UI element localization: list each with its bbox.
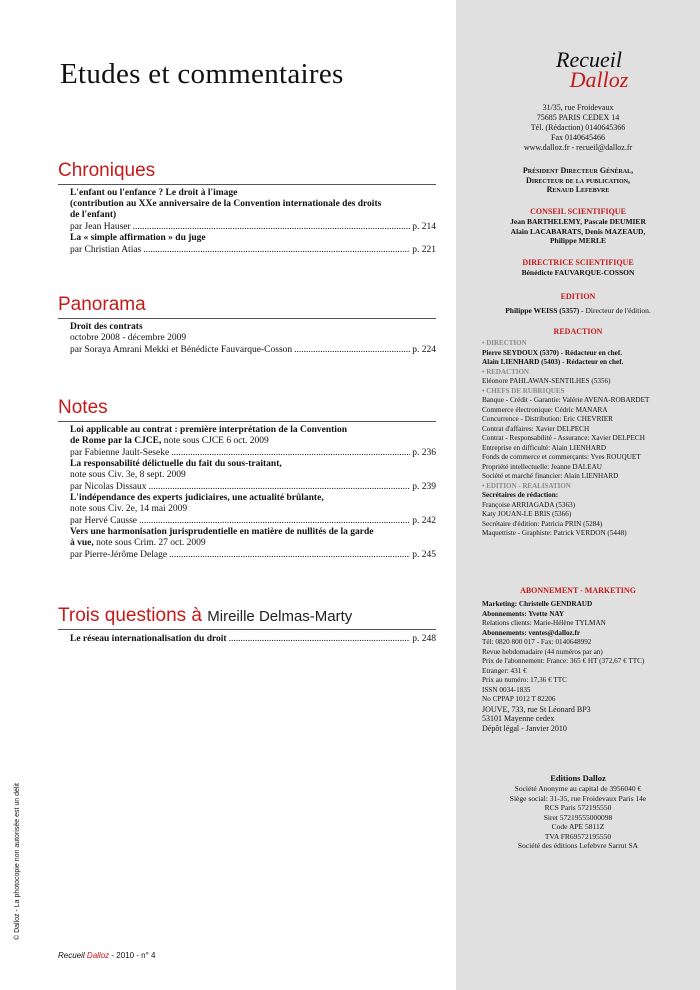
recueil-dalloz-logo — [524, 47, 654, 92]
section-trois-questions — [58, 603, 436, 645]
section-heading: Chroniques — [58, 160, 156, 181]
section-heading: Notes — [58, 397, 108, 418]
entry-author: par Soraya Amrani Mekki et Bénédicte Fauvarque-Cosson — [70, 345, 293, 355]
president-block — [462, 166, 694, 195]
entry-author: par Fabienne Jault-Seseke — [70, 448, 170, 458]
entry-title: Vers une harmonisation jurisprudentielle en matière de nullités de la garde — [70, 527, 374, 537]
entry-page: p. 236 — [412, 448, 436, 458]
dot-leader — [133, 221, 411, 233]
entry-title: de Rome par la CJCE, — [70, 436, 162, 446]
sidebar-line: Secrétaires de rédaction: — [482, 491, 559, 499]
entry-author: par Hervé Causse — [70, 516, 138, 526]
editions-dalloz-block — [462, 772, 694, 851]
abonnement-block — [482, 600, 694, 733]
edition-block — [462, 292, 694, 316]
page-title: Etudes et commentaires — [60, 58, 344, 90]
sidebar-line[interactable]: Abonnements: ventes@dalloz.fr — [482, 628, 581, 637]
section-notes — [58, 395, 436, 561]
sidebar-line: Revue hebdomadaire (44 numéros par an) — [482, 647, 603, 656]
dot-leader — [143, 244, 410, 256]
conseil-scientifique — [462, 207, 694, 246]
sidebar-heading: DIRECTRICE SCIENTIFIQUE — [522, 258, 634, 267]
sidebar-line: JOUVE, 733, rue St Léonard BP3 — [482, 704, 591, 714]
president-title: Président Directeur Général, — [522, 166, 634, 175]
sidebar-line: Jean BARTHELEMY, Pascale DEUMIER — [510, 217, 646, 226]
toc-entry-hauser[interactable] — [70, 221, 436, 233]
redaction-block — [482, 339, 694, 539]
section-heading: Panorama — [58, 294, 146, 315]
redaction-heading-block — [462, 327, 694, 337]
sidebar-line: Contrat d'affaires: Xavier DELPECH — [482, 424, 590, 433]
copyright-text: © Dalloz - La photocopie non autorisée est un délit — [14, 783, 21, 940]
sidebar-line: Prix de l'abonnement: France: 365 € HT (372,67 € TTC) — [482, 657, 645, 665]
sidebar-subheading: • EDITION - REALISATION — [482, 481, 571, 490]
sidebar-line: Dépôt légal - Janvier 2010 — [482, 723, 567, 733]
dot-leader — [139, 515, 410, 527]
sidebar-line: Marketing: Christelle GENDRAUD — [482, 600, 593, 608]
toc-entry-atias[interactable] — [70, 244, 436, 256]
sidebar-line: Concurrence - Distribution: Eric CHEVRIER — [482, 415, 613, 423]
sidebar-line: Secrétaire d'édition: Patricia PRIN (5284) — [482, 519, 603, 528]
entry-note: note sous CJCE 6 oct. 2009 — [161, 436, 269, 446]
sidebar-line: Bénédicte FAUVARQUE-COSSON — [521, 268, 635, 277]
entry-note: note sous Crim. 27 oct. 2009 — [93, 538, 206, 548]
logo-dalloz: Dalloz — [569, 67, 629, 92]
sidebar-line: Katy JOUAN-LE BRIS (5366) — [482, 510, 572, 518]
logo-recueil: Recueil — [556, 47, 622, 72]
toc-entry-amrani[interactable] — [70, 344, 436, 356]
sidebar-line: Code APE 5811Z — [551, 822, 605, 831]
sidebar-line: Commerce électronique: Cédric MANARA — [482, 405, 608, 414]
sidebar-line: Société Anonyme au capital de 3956040 € — [514, 784, 642, 793]
phone-line: Tél. (Rédaction) 0140645366 — [530, 123, 626, 132]
section-heading-main: Trois questions à — [58, 605, 202, 626]
entry-title: L'enfant ou l'enfance ? Le droit à l'image — [70, 188, 238, 198]
abonnement-heading-block — [462, 586, 694, 596]
directrice-scientifique — [462, 258, 694, 278]
section-rule — [58, 184, 436, 185]
dot-leader — [169, 549, 410, 561]
sidebar-line: Entreprise en difficulté: Alain LIENHARD — [482, 443, 607, 452]
entry-page: p. 248 — [412, 634, 436, 644]
toc-entry-jault[interactable] — [70, 447, 436, 459]
sidebar-line: RCS Paris 572195550 — [544, 803, 612, 812]
sidebar-line: Fonds de commerce et commerçants: Yves ROUQUET — [482, 453, 641, 461]
sidebar-line: Tél: 0820 800 017 - Fax: 0140648992 — [482, 638, 592, 646]
entry-note: note sous Civ. 2e, 14 mai 2009 — [70, 504, 188, 514]
sidebar-line: Abonnements: Yvette NAY — [482, 609, 565, 618]
entry-page: p. 221 — [412, 245, 436, 255]
sidebar-line: Propriété intellectuelle: Jeanne DALEAU — [482, 462, 602, 471]
address-block — [462, 103, 694, 153]
sidebar-line: Société des éditions Lefebvre Sarrut SA — [517, 841, 639, 850]
toc-entry-delage[interactable] — [70, 549, 436, 561]
sidebar-line: TVA FR69572195550 — [544, 831, 612, 841]
toc-entry-reseau[interactable] — [70, 633, 436, 645]
footer-issue: - 2010 - n° 4 — [109, 951, 156, 960]
entry-page: p. 239 — [412, 482, 436, 492]
entry-author: par Christian Atias — [70, 245, 142, 255]
section-heading-sub: Mireille Delmas-Marty — [207, 608, 353, 625]
entry-note: note sous Civ. 3e, 8 sept. 2009 — [70, 470, 186, 480]
president-name: Renaud Lefebvre — [546, 185, 610, 194]
sidebar-heading: Editions Dalloz — [550, 773, 606, 783]
sidebar-line: Alain LIENHARD (5403) - Rédacteur en chef. — [482, 358, 624, 366]
web-line[interactable]: www.dalloz.fr - recueil@dalloz.fr — [523, 143, 633, 152]
sidebar-line: 53101 Mayenne cedex — [482, 714, 555, 723]
sidebar-line: Alain LACABARATS, Denis MAZEAUD, — [510, 226, 646, 236]
sidebar-heading: ABONNEMENT - MARKETING — [520, 586, 636, 595]
dot-leader — [171, 447, 410, 459]
section-rule — [58, 318, 436, 319]
entry-author: par Nicolas Dissaux — [70, 482, 147, 492]
section-rule — [58, 629, 436, 630]
copyright-notice — [14, 760, 28, 940]
entry-page: p. 214 — [412, 222, 436, 232]
sidebar-line: Pierre SEYDOUX (5370) - Rédacteur en chef. — [482, 348, 623, 357]
sidebar-heading: CONSEIL SCIENTIFIQUE — [530, 207, 626, 216]
section-panorama — [58, 292, 436, 356]
entry-page: p. 245 — [412, 550, 436, 560]
section-chroniques — [58, 158, 436, 256]
entry-author: par Pierre-Jérôme Delage — [70, 550, 168, 560]
sidebar-heading: EDITION — [560, 292, 596, 301]
sidebar-subheading: • CHEFS DE RUBRIQUES — [482, 386, 565, 395]
sidebar-line: ISSN 0034-1835 — [482, 685, 531, 694]
section-rule — [58, 421, 436, 422]
entry-page: p. 242 — [412, 516, 436, 526]
footer-dalloz: Dalloz — [86, 951, 110, 960]
entry-title: Loi applicable au contrat : première interprétation de la Convention — [70, 425, 347, 435]
president-title: Directeur de la publication, — [525, 175, 630, 185]
dot-leader — [294, 344, 410, 356]
sidebar-line: Siège social: 31-35, rue Froidevaux Paris 14e — [509, 793, 647, 803]
entry-title: de l'enfant) — [70, 210, 117, 220]
sidebar-line: Prix au numéro: 17,36 € TTC — [482, 676, 567, 684]
sidebar-line: Philippe MERLE — [549, 236, 607, 245]
sidebar-line: Maquettiste - Graphiste: Patrick VERDON (5448) — [482, 529, 627, 537]
dot-leader — [149, 481, 411, 493]
sidebar-line: - Directeur de l'édition. — [579, 306, 651, 315]
footer-recueil: Recueil — [58, 951, 85, 960]
sidebar-heading: REDACTION — [553, 327, 603, 336]
sidebar-line: Françoise ARRIAGADA (5363) — [482, 500, 576, 509]
sidebar-line: Société et marché financier: Alain LIENHARD — [482, 472, 619, 480]
entry-title: La responsabilité délictuelle du fait du sous-traitant, — [70, 459, 282, 469]
entry-page: p. 224 — [412, 345, 436, 355]
entry-title: à vue, — [70, 538, 94, 548]
sidebar-subheading: • DIRECTION — [482, 339, 527, 347]
sidebar-line: Siret 57219555000098 — [543, 812, 613, 822]
sidebar-line: Etranger: 431 € — [482, 666, 527, 675]
toc-entry-causse[interactable] — [70, 515, 436, 527]
sidebar-line: No CPPAP 1012 T 82206 — [482, 695, 556, 703]
dot-leader — [229, 633, 411, 645]
address-line: 31/35, rue Froidevaux — [542, 103, 614, 112]
sidebar-line: Eléonore PAHLAWAN-SENTILHES (5356) — [482, 377, 611, 385]
entry-title: (contribution au XXe anniversaire de la Convention internationale des droits — [70, 199, 382, 209]
sidebar-subheading: • REDACTION — [482, 367, 529, 376]
sidebar-line: Banque - Crédit - Garantie: Valérie AVENA-ROBARDET — [482, 396, 650, 404]
page-footer — [58, 951, 156, 960]
entry-title: La « simple affirmation » du juge — [70, 233, 206, 243]
entry-title: L'indépendance des experts judiciaires, une actualité brûlante, — [70, 493, 324, 503]
sidebar-line: Relations clients: Marie-Hélène TYLMAN — [482, 619, 606, 627]
sidebar-line: Philippe WEISS (5357) — [505, 306, 580, 315]
fax-line: Fax 0140645466 — [551, 133, 605, 142]
address-line: 75685 PARIS CEDEX 14 — [536, 113, 620, 122]
sidebar-line: Contrat - Responsabilité - Assurance: Xavier DELPECH — [482, 434, 645, 442]
entry-title: Droit des contrats — [70, 322, 143, 332]
entry-note: octobre 2008 - décembre 2009 — [70, 333, 187, 343]
section-heading — [58, 603, 436, 629]
entry-title: Le réseau internationalisation du droit — [70, 634, 227, 644]
toc-entry-dissaux[interactable] — [70, 481, 436, 493]
entry-author: par Jean Hauser — [70, 222, 131, 232]
